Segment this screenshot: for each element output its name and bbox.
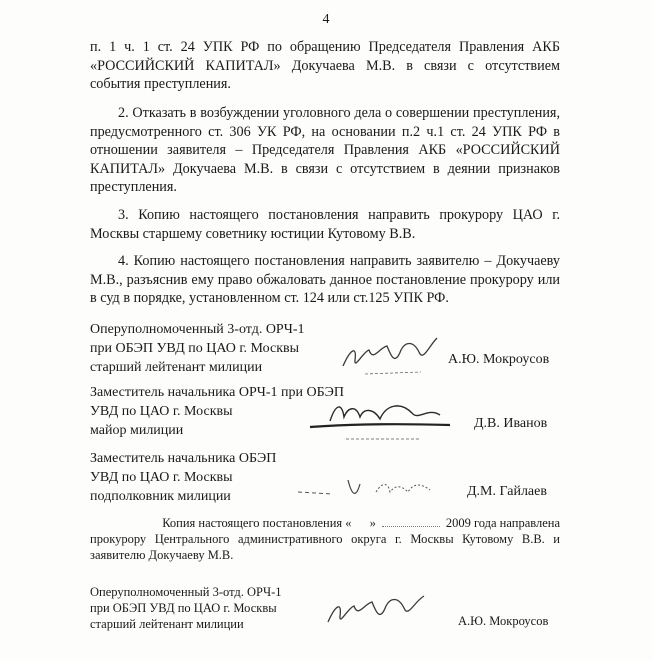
final-signatory-line: Оперуполномоченный 3-отд. ОРЧ-1 <box>90 585 282 599</box>
signatory-3-line: подполковник милиции <box>90 489 231 504</box>
copy-note-rest: прокурору Центрального административного округа г. Москвы Кутовому В.В. и заявителю Докучаеву М.В. <box>90 532 560 562</box>
signatory-2-name: Д.В. Иванов <box>474 416 548 431</box>
page-number: 4 <box>322 12 330 27</box>
signatory-2-line: УВД по ЦАО г. Москвы <box>90 404 233 419</box>
final-signatory-name: А.Ю. Мокроусов <box>458 614 549 628</box>
signature-4-image <box>320 592 430 634</box>
signatory-1-title <box>90 320 350 377</box>
copy-note-lead: Копия настоящего постановления « <box>162 516 352 530</box>
signatory-1-name: А.Ю. Мокроусов <box>448 352 550 367</box>
paragraph-item-4: 4. Копию настоящего постановления направить заявителю – Докучаеву М.В., разъяснив ему право обжаловать данное постановление прокурору или в суд в порядке, установленном ст. 124 или ст.125 УПК РФ. <box>90 253 560 306</box>
final-signatory-title <box>90 584 350 632</box>
signatory-1-line: при ОБЭП УВД по ЦАО г. Москвы <box>90 341 300 356</box>
copy-note <box>90 515 560 563</box>
signatory-2-line: майор милиции <box>90 423 184 438</box>
signatory-3-line: УВД по ЦАО г. Москвы <box>90 470 233 485</box>
signatory-1-line: старший лейтенант милиции <box>90 360 263 375</box>
signature-1-image <box>335 332 445 382</box>
signature-3-image <box>290 470 460 510</box>
signatory-3-line: Заместитель начальника ОБЭП <box>90 451 277 466</box>
signatory-2-line: Заместитель начальника ОРЧ-1 при ОБЭП <box>90 385 345 400</box>
copy-note-quote-close: » <box>369 516 376 530</box>
paragraph-continuation: п. 1 ч. 1 ст. 24 УПК РФ по обращению Председателя Правления АКБ «РОССИЙСКИЙ КАПИТАЛ» Докучаева М.В. в связи с отсутствием события преступления. <box>90 39 560 92</box>
signature-2-image <box>300 395 460 450</box>
signatory-1-line: Оперуполномоченный 3-отд. ОРЧ-1 <box>90 322 305 337</box>
final-signatory-line: при ОБЭП УВД по ЦАО г. Москвы <box>90 601 277 615</box>
copy-note-year: 2009 года направлена <box>445 516 560 530</box>
copy-note-first-line <box>90 515 560 531</box>
signatory-3-name: Д.М. Гайлаев <box>467 484 547 499</box>
final-signatory-line: старший лейтенант милиции <box>90 617 244 631</box>
paragraph-item-3: 3. Копию настоящего постановления направить прокурору ЦАО г. Москвы старшему советнику юстиции Кутовому В.В. <box>90 207 560 242</box>
paragraph-item-2: 2. Отказать в возбуждении уголовного дела о совершении преступления, предусмотренного ст. 306 УК РФ, на основании п.2 ч.1 ст. 24 УПК РФ в отношении заявителя – Председателя Правления АКБ «РОССИЙСКИЙ КАПИТАЛ» Докучаева М.В. в связи с отсутствием в деянии признаков преступления. <box>90 105 560 195</box>
